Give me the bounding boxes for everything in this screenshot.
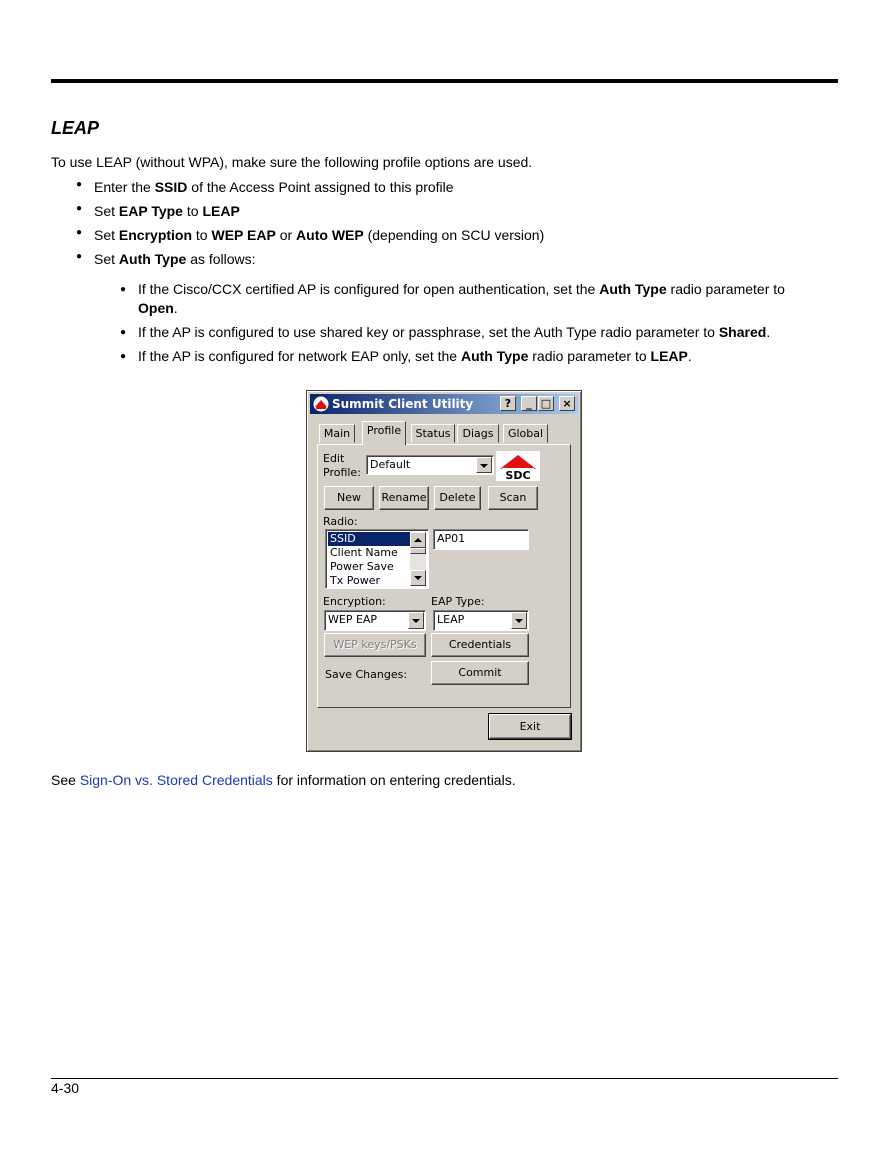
see-also-paragraph: See Sign-On vs. Stored Credentials for information on entering credentials. — [51, 772, 516, 788]
scroll-up-icon[interactable] — [410, 532, 426, 548]
intro-paragraph: To use LEAP (without WPA), make sure the following profile options are used. — [51, 154, 533, 170]
chevron-down-icon[interactable] — [408, 612, 424, 629]
list-item[interactable]: Tx Power — [330, 574, 380, 587]
encryption-label: Encryption: — [323, 595, 386, 608]
chevron-down-icon[interactable] — [476, 457, 492, 473]
bullet-dot-icon: ● — [76, 251, 83, 262]
tab-status[interactable]: Status — [411, 424, 455, 443]
scroll-down-icon[interactable] — [410, 570, 426, 586]
bullet-dot-icon: ● — [120, 351, 127, 362]
profile-select[interactable]: Default — [366, 455, 494, 475]
edit-profile-label: Profile: — [323, 466, 361, 479]
rename-button[interactable]: Rename — [379, 486, 429, 510]
encryption-select[interactable]: WEP EAP — [324, 610, 426, 631]
tab-global[interactable]: Global — [503, 424, 548, 443]
tab-profile[interactable]: Profile — [362, 421, 406, 445]
eap-type-select[interactable]: LEAP — [433, 610, 529, 631]
minimize-button[interactable]: _ — [521, 396, 537, 411]
app-logo-icon — [313, 396, 329, 412]
commit-button[interactable]: Commit — [431, 661, 529, 685]
bullet-dot-icon: ● — [76, 179, 83, 190]
chevron-down-icon[interactable] — [511, 612, 527, 629]
bottom-rule — [51, 1078, 838, 1079]
summit-client-utility-window — [306, 390, 582, 752]
top-rule — [51, 79, 838, 83]
edit-profile-label: Edit — [323, 452, 345, 465]
section-heading: LEAP — [51, 118, 100, 138]
sign-on-credentials-link[interactable]: Sign-On vs. Stored Credentials — [79, 772, 273, 788]
title-bar — [310, 394, 578, 414]
list-item[interactable]: Power Save — [330, 560, 394, 573]
close-button[interactable]: × — [559, 396, 575, 411]
new-button[interactable]: New — [324, 486, 374, 510]
list-item[interactable]: SSID — [328, 532, 410, 546]
tab-diags[interactable]: Diags — [457, 424, 499, 443]
logo-text: SDC — [505, 469, 531, 481]
bullet-dot-icon: ● — [76, 203, 83, 214]
scan-button[interactable]: Scan — [488, 486, 538, 510]
list-item: ● If the Cisco/CCX certified AP is configured for open authentication, set the Auth Type radio parameter to Open. — [120, 281, 785, 316]
page-number: 4-30 — [51, 1080, 80, 1096]
list-item[interactable]: Client Name — [330, 546, 398, 559]
scroll-thumb[interactable] — [410, 548, 426, 554]
bullet-dot-icon: ● — [76, 227, 83, 238]
scrollbar[interactable] — [410, 532, 426, 586]
maximize-button[interactable]: □ — [538, 396, 554, 411]
bullet-dot-icon: ● — [120, 284, 127, 295]
wep-keys-button[interactable]: WEP keys/PSKs — [324, 633, 426, 657]
eap-type-label: EAP Type: — [431, 595, 485, 608]
radio-parameter-list[interactable] — [325, 529, 429, 589]
ssid-input[interactable]: AP01 — [433, 529, 529, 550]
save-changes-label: Save Changes: — [325, 668, 408, 681]
bullet-dot-icon: ● — [120, 327, 127, 338]
exit-button[interactable]: Exit — [489, 714, 571, 739]
credentials-button[interactable]: Credentials — [431, 633, 529, 657]
tab-main[interactable]: Main — [319, 424, 355, 443]
delete-button[interactable]: Delete — [434, 486, 481, 510]
radio-label: Radio: — [323, 515, 358, 528]
window-title: Summit Client Utility — [332, 397, 474, 411]
sdc-logo — [496, 451, 540, 481]
help-button[interactable]: ? — [500, 396, 516, 411]
